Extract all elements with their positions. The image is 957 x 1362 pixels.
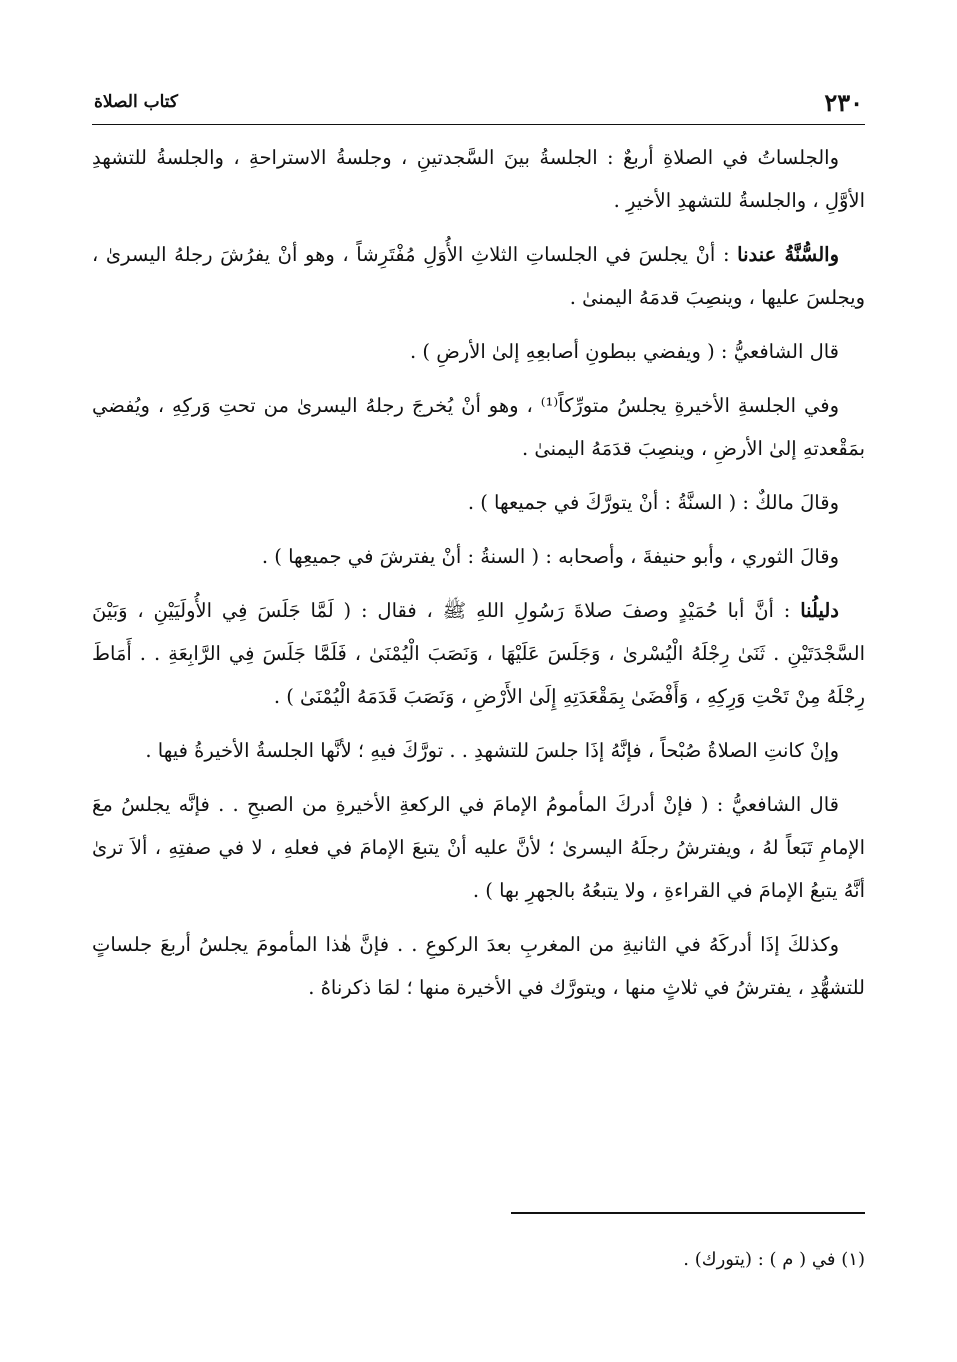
paragraph-lead: والسُّنَّةُ عندنا [737, 243, 839, 266]
footnote [91, 1246, 865, 1274]
page-number: ٢٣٠ [824, 88, 863, 117]
paragraph: وقالَ مالكٌ : ( السنَّةُ : أنْ يتورَّكَ في جميعها ) . [467, 491, 839, 514]
footnote-text: في ( م ) : (يتورك) . [683, 1249, 836, 1270]
paragraph: وكذلكَ إذَا أدركَهُ في الثانيةِ من المغربِ بعدَ الركوعِ . . فإنَّ هٰذا المأمومَ يجلسُ أربعَ جلساتٍ للتشهُّدِ ، يفترشُ في ثلاثٍ منها ، ويتورَّك في الأخيرة منها ؛ لمَا ذكرناهُ . [92, 933, 865, 999]
main-text [92, 136, 865, 1020]
paragraph: والجلساتُ في الصلاةِ أربعٌ : الجلسةُ بينَ السَّجدتينِ ، وجلسةُ الاستراحةِ ، والجلسةُ للتشهدِ الأوَّلِ ، والجلسةُ للتشهدِ الأخيرِ . [92, 146, 865, 212]
paragraph: وإنْ كانتِ الصلاةُ صُبْحاً ، فإنَّهُ إذَا جلسَ للتشهدِ . . تورَّكَ فيهِ ؛ لأنَّها الجلسةُ الأخيرةُ فيها . [145, 739, 839, 762]
paragraph: والسُّنَّةُ عندنا : أنْ يجلسَ في الجلساتِ الثلاثِ الأُوَلِ مُفْتَرِشاً ، وهو أنْ يفرُشَ رجلهُ اليسرىٰ ، ويجلسَ عليها ، وينصِبَ قدمَهُ اليمنىٰ . [92, 243, 865, 309]
paragraph: قال الشافعيُّ : ( ويفضي ببطونِ أصابعِهِ إلىٰ الأرضِ ) . [410, 340, 839, 363]
paragraph: دليلُنا : أنَّ أبا حُمَيْدٍ وصفَ صلاةَ رَسُولِ اللهِ ﷺ ، فقال : ( لَمَّا جَلَسَ فِي الأُولَيَيْنِ ، وَبَيْنَ السَّجْدَتَيْنِ . ثَنَىٰ رِجْلَهُ الْيُسْرىٰ ، وَجَلَسَ عَلَيْهَا ، وَنَصَبَ الْيُمْنَىٰ ، فَلَمَّا جَلَسَ فِي الرَّابِعَةِ . . أَمَاطَ رِجْلَهُ مِنْ تَحْتِ وَرِكِهِ ، وَأَفْضَىٰ بِمَقْعَدَتِهِ إِلَىٰ الأَرْضِ ، وَنَصَبَ قَدَمَهُ الْيُمْنَىٰ ) . [92, 599, 865, 708]
paragraph: وفي الجلسةِ الأخيرةِ يجلسُ متورِّكاً⁽¹⁾ ، وهو أنْ يُخرجَ رجلهُ اليسرىٰ من تحتِ وَركِهِ ، ويُفضي بمَقْعدتهِ إلىٰ الأرضِ ، وينصِبَ قدَمَهُ اليمنىٰ . [92, 394, 865, 460]
footnote-divider [511, 1212, 865, 1214]
paragraph: قال الشافعيُّ : ( فإنْ أدركَ المأمومُ الإمامَ في الركعةِ الأخيرةِ من الصبحِ . . فإنَّه يجلسُ معَ الإمامِ تَبَعاً لهُ ، ويفترشُ رجلَهُ اليسرىٰ ؛ لأنَّ عليه أنْ يتبعَ الإمامَ في فعلهِ ، لا في صفتِهِ ، ألاَ ترىٰ أنَّهُ يتبعُ الإمامَ في القراءةِ ، ولا يتبعُهُ بالجهرِ بها ) . [92, 793, 865, 902]
footnote-number: (١) [841, 1249, 865, 1270]
paragraph: وقالَ الثوري ، وأبو حنيفةَ ، وأصحابه : ( السنةُ : أنْ يفترشَ في جميعِها ) . [261, 545, 839, 568]
running-title: كتاب الصلاة [94, 92, 179, 112]
page-header [92, 80, 865, 125]
paragraph-lead: دليلُنا [800, 599, 839, 622]
